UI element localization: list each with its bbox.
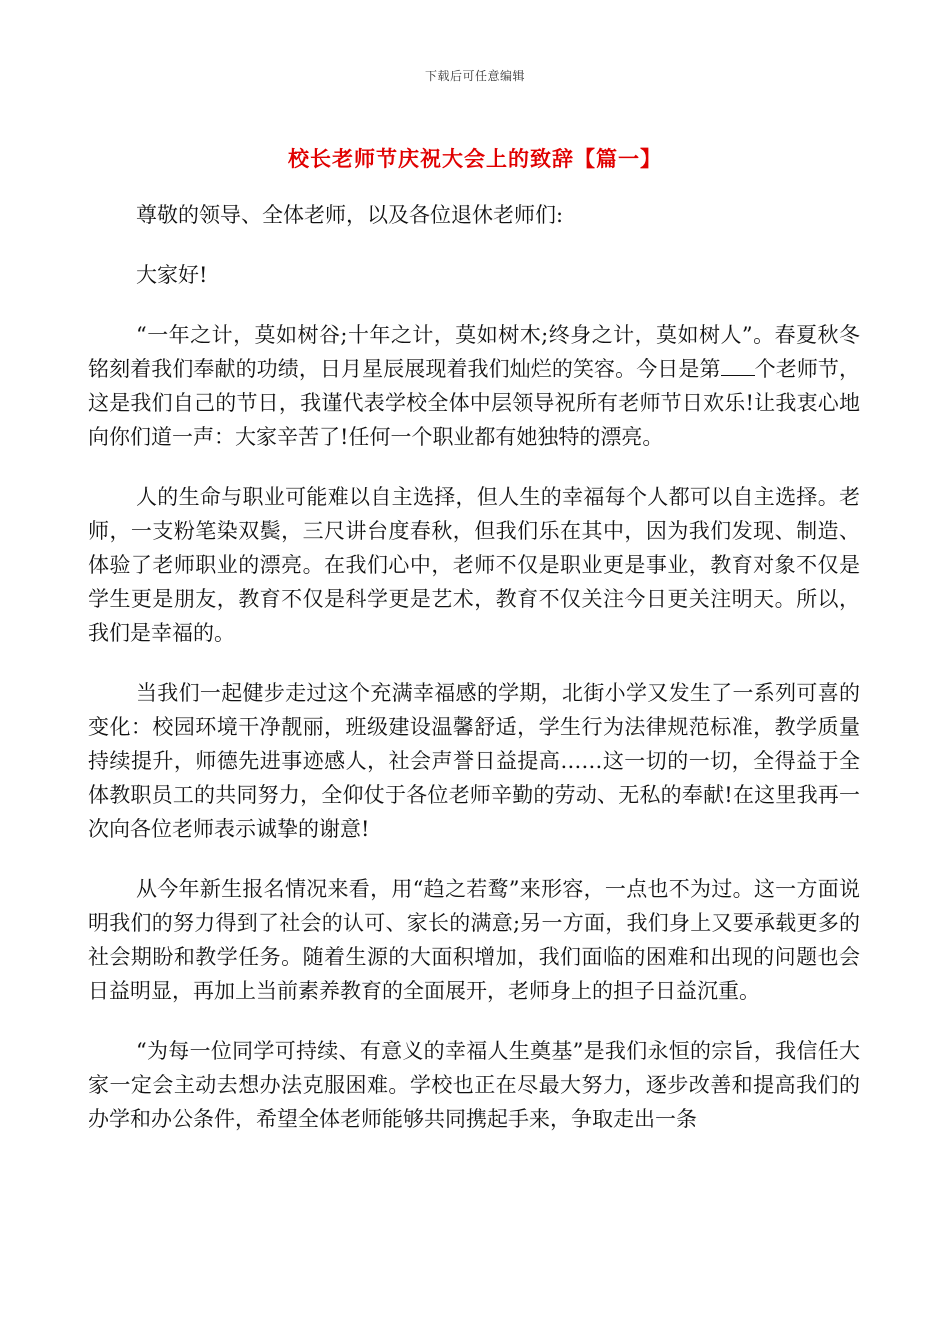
paragraph-1-part-b: 个老师节，这是我们自己的节日，我谨代表学校全体中层领导祝所有老师节日欢乐!让我衷心地向你们道一声：大家辛苦了!任何一个职业都有她独特的漂亮。 [88, 357, 861, 449]
paragraph-3: 当我们一起健步走过这个充满幸福感的学期，北街小学又发生了一系列可喜的变化：校园环境干净靓丽，班级建设温馨舒适，学生行为法律规范标准，教学质量持续提升，师德先进事迹感人，社会声誉日益提高……这一切的一切，全得益于全体教职员工的共同努力，全仰仗于各位老师辛勤的劳动、无私的奉献!在这里我再一次向各位老师表示诚挚的谢意! [88, 681, 860, 841]
header-note: 下载后可任意编辑 [424, 69, 525, 83]
fill-in-blank [721, 357, 755, 376]
document-title: 校长老师节庆祝大会上的致辞【篇一】 [288, 146, 662, 171]
paragraph-2: 人的生命与职业可能难以自主选择，但人生的幸福每个人都可以自主选择。老师，一支粉笔染双鬓，三尺讲台度春秋，但我们乐在其中，因为我们发现、制造、体验了老师职业的漂亮。在我们心中，老师不仅是职业更是事业，教育对象不仅是学生更是朋友，教育不仅是科学更是艺术，教育不仅关注今日更关注明天。所以，我们是幸福的。 [88, 485, 860, 645]
paragraph-1-part-a: “一年之计，莫如树谷;十年之计，莫如树木;终身之计，莫如树人”。春夏秋冬铭刻着我们奉献的功绩，日月星辰展现着我们灿烂的笑容。今日是第 [88, 323, 860, 381]
greeting-paragraph: 尊敬的领导、全体老师，以及各位退休老师们: [136, 203, 564, 227]
paragraph-4: 从今年新生报名情况来看，用“趋之若鹜”来形容，一点也不为过。这一方面说明我们的努力得到了社会的认可、家长的满意;另一方面，我们身上又要承载更多的社会期盼和教学任务。随着生源的大面积增加，我们面临的困难和出现的问题也会日益明显，再加上当前素养教育的全面展开，老师身上的担子日益沉重。 [88, 877, 860, 1003]
document-body [88, 198, 860, 1162]
paragraph-5: “为每一位同学可持续、有意义的幸福人生奠基”是我们永恒的宗旨，我信任大家一定会主动去想办法克服困难。学校也正在尽最大努力，逐步改善和提高我们的办学和办公条件，希望全体老师能够共同携起手来，争取走出一条 [88, 1039, 860, 1131]
paragraph-1 [88, 318, 860, 454]
salutation-paragraph: 大家好! [136, 263, 208, 287]
